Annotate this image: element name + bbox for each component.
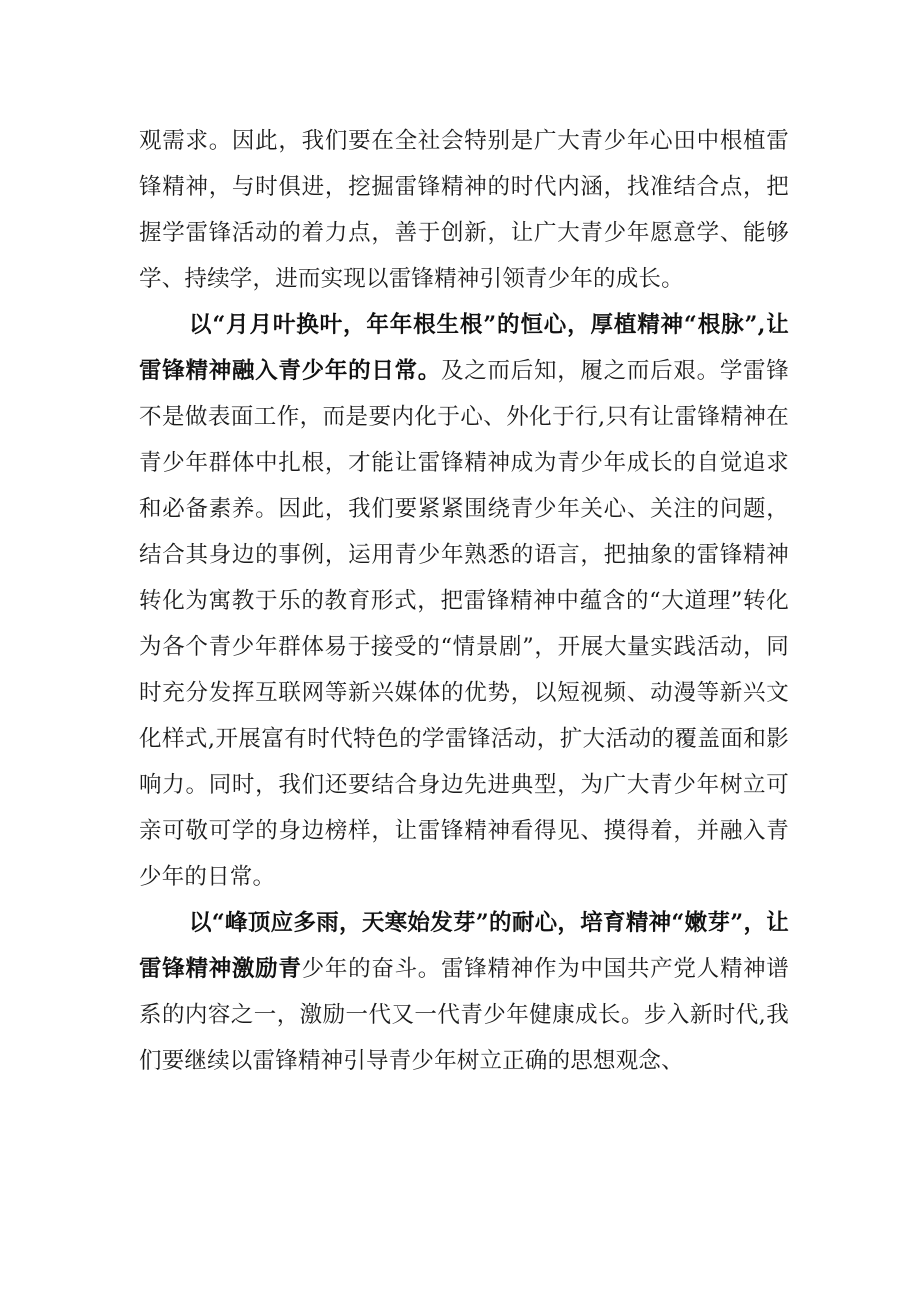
paragraph-3 [139, 900, 789, 1084]
paragraph-2-bold-lead: 以“月月叶换叶，年年根生根”的恒心，厚植精神“根脉”,让雷锋精神融入青少年的日常。 [139, 312, 789, 384]
paragraph-1-text: 观需求。因此，我们要在全社会特别是广大青少年心田中根植雷锋精神，与时俱进，挖掘雷锋精神的时代内涵，找准结合点，把握学雷锋活动的着力点，善于创新，让广大青少年愿意学、能够学、持续学，进而实现以雷锋精神引领青少年的成长。 [139, 128, 789, 292]
paragraph-1 [139, 118, 789, 302]
paragraph-3-bold-lead: 以“峰顶应多雨，天寒始发芽”的耐心，培育精神“嫩芽”，让雷锋精神激励青 [139, 910, 789, 982]
document-body [139, 118, 789, 1084]
paragraph-2-text: 及之而后知，履之而后艰。学雷锋不是做表面工作，而是要内化于心、外化于行,只有让雷锋精神在青少年群体中扎根，才能让雷锋精神成为青少年成长的自觉追求和必备素养。因此，我们要紧紧围绕青少年关心、关注的问题，结合其身边的事例，运用青少年熟悉的语言，把抽象的雷锋精神转化为寓教于乐的教育形式，把雷锋精神中蕴含的“大道理”转化为各个青少年群体易于接受的“情景剧”，开展大量实践活动，同时充分发挥互联网等新兴媒体的优势，以短视频、动漫等新兴文化样式,开展富有时代特色的学雷锋活动，扩大活动的覆盖面和影响力。同时，我们还要结合身边先进典型，为广大青少年树立可亲可敬可学的身边榜样，让雷锋精神看得见、摸得着，并融入青少年的日常。 [139, 358, 789, 890]
paragraph-3-text: 少年的奋斗。雷锋精神作为中国共产党人精神谱系的内容之一，激励一代又一代青少年健康成长。步入新时代,我们要继续以雷锋精神引导青少年树立正确的思想观念、 [139, 956, 790, 1074]
paragraph-2 [139, 302, 789, 900]
